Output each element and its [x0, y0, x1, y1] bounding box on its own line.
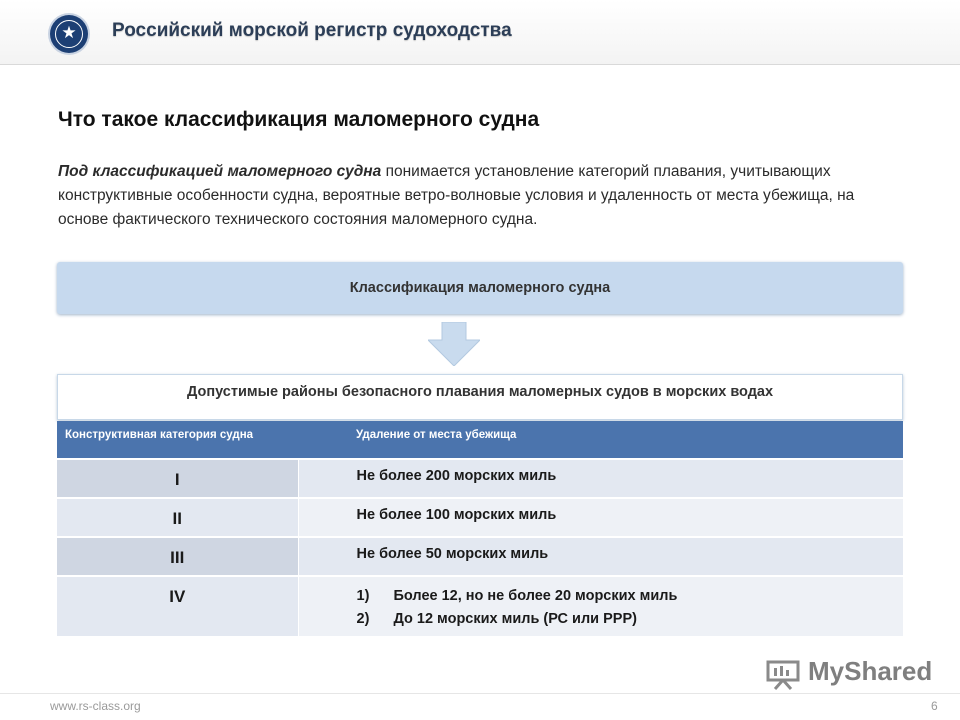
list-number: 1) — [356, 588, 370, 604]
distance-list-item — [357, 585, 904, 608]
regions-box-label: Допустимые районы безопасного плавания маломерных судов в морских водах — [186, 384, 774, 400]
list-number: 2) — [356, 611, 370, 627]
regions-box — [57, 374, 903, 420]
distance-cell: Не более 100 морских миль — [298, 498, 903, 537]
organization-name: Российский морской регистр судоходства — [112, 20, 512, 41]
table-row — [57, 576, 903, 636]
list-text: До 12 морских миль (РС или РРР) — [393, 611, 637, 627]
watermark-text: MyShared — [808, 656, 933, 686]
category-cell: IV — [57, 576, 298, 636]
header-bar — [0, 0, 960, 65]
definition-term: Под классификацией маломерного судна — [58, 163, 382, 180]
table-row — [57, 459, 903, 498]
footer-divider — [0, 693, 960, 694]
column-header-category: Конструктивная категория судна — [57, 421, 298, 459]
distance-list-item — [357, 608, 904, 631]
star-emblem-icon: ★ — [50, 15, 88, 53]
column-header-distance: Удаление от места убежища — [298, 421, 903, 459]
category-cell: II — [57, 498, 298, 537]
classification-box-label: Классификация маломерного судна — [349, 280, 611, 296]
list-text: Более 12, но не более 20 морских миль — [393, 588, 678, 604]
category-table — [57, 421, 903, 636]
table-row — [57, 537, 903, 576]
distance-cell: Не более 200 морских миль — [298, 459, 903, 498]
definition-paragraph — [58, 160, 908, 232]
category-cell: III — [57, 537, 298, 576]
distance-cell: Не более 50 морских миль — [298, 537, 903, 576]
footer-url[interactable]: www.rs-class.org — [50, 699, 141, 713]
distance-cell — [298, 576, 903, 636]
page-number: 6 — [931, 699, 938, 713]
category-cell: I — [57, 459, 298, 498]
slide-title: Что такое классификация маломерного судна — [58, 108, 540, 131]
arrow-down-icon — [428, 322, 480, 366]
table-header-row — [57, 421, 903, 459]
table-row — [57, 498, 903, 537]
definition-text: понимается установление категорий плавания, учитывающих конструктивные особенности судна, вероятные ветро-волновые условия и удаленность от места убежища, на основе фактического технического состояния маломерного судна. — [58, 163, 855, 228]
classification-box — [57, 262, 903, 314]
presentation-board-icon — [766, 660, 800, 690]
